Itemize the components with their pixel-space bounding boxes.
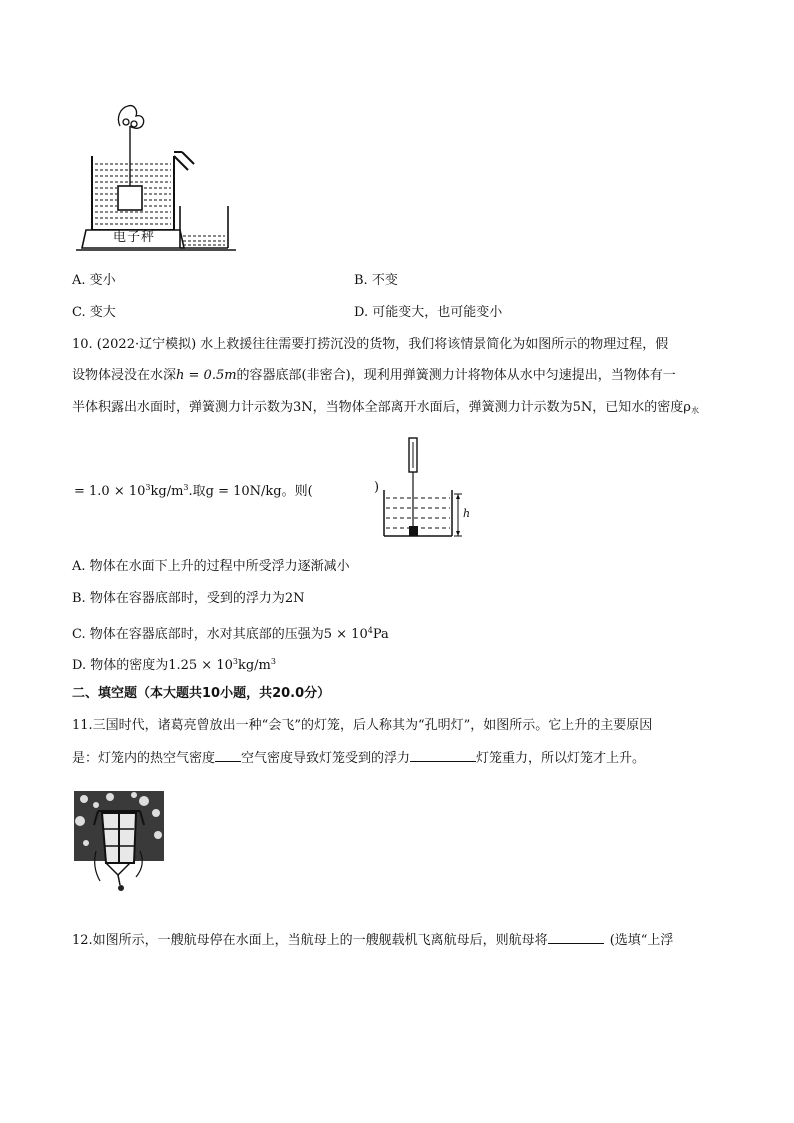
- q11-blank-2[interactable]: [410, 747, 476, 762]
- q9-figure: [76, 98, 236, 258]
- hand-icon: [118, 106, 143, 129]
- q10-line-2-start: 设物体浸没在水深: [72, 368, 177, 383]
- q11-text-c: 灯笼重力，所以灯笼才上升。: [476, 751, 646, 766]
- q11-text-a: 是：灯笼内的热空气密度: [72, 751, 216, 766]
- container-water-diagram: [380, 436, 470, 540]
- q10-option-b: B. 物体在容器底部时，受到的浮力为2N: [72, 591, 305, 606]
- q9-option-a: A. 变小: [72, 273, 116, 288]
- q10-density-exp: 3: [145, 483, 151, 492]
- q10-option-c-exp: 4: [367, 626, 373, 635]
- q10-option-d-unit-exp: 3: [270, 657, 276, 666]
- q12-text-b: (选填“上浮: [609, 933, 674, 948]
- q11-text-b: 空气密度导致灯笼受到的浮力: [241, 751, 411, 766]
- q10-answer-paren-close: ): [374, 480, 380, 495]
- q10-water-subscript: 水: [690, 406, 699, 415]
- q10-option-c-text: C. 物体在容器底部时，水对其底部的压强为5 × 10: [72, 627, 368, 642]
- q12-line-1: [72, 929, 673, 951]
- q10-line-1: 10. (2022·辽宁模拟) 水上救援往往需要打捞沉没的货物，我们将该情景简化为如图所示的物理过程，假: [72, 337, 669, 352]
- q10-option-d-text: D. 物体的密度为1.25 × 10: [72, 658, 233, 673]
- scale-label: 电子秤: [112, 230, 155, 245]
- q10-line-2: [72, 366, 676, 386]
- q12-text-a: 12.如图所示，一艘航母停在水面上，当航母上的一艘舰载机飞离航母后，则航母将: [72, 933, 548, 948]
- q10-line-4: [74, 478, 313, 502]
- q10-option-d: [72, 652, 276, 676]
- q9-option-b: B. 不变: [354, 273, 398, 288]
- q10-option-d-exp: 3: [232, 657, 238, 666]
- q11-blank-1[interactable]: [215, 747, 241, 762]
- q10-density-unit-exp: 3: [183, 483, 189, 492]
- q10-g-value: .取g = 10N/kg。则(: [188, 484, 313, 499]
- section-heading-fill-blank: 二、填空题（本大题共10小题，共20.0分）: [72, 686, 331, 701]
- q10-line-2-end: 的容器底部(非密合)，现利用弹簧测力计将物体从水中匀速提出，当物体有一: [236, 368, 676, 383]
- q10-option-c-unit: Pa: [372, 627, 389, 642]
- q10-option-c: [72, 621, 389, 645]
- q11-line-1: 11.三国时代，诸葛亮曾放出一种“会飞”的灯笼，后人称其为“孔明灯”，如图所示。它上升的主要原因: [72, 718, 653, 733]
- q10-option-d-unit: kg/m: [237, 658, 271, 673]
- q10-option-a: A. 物体在水面下上升的过程中所受浮力逐渐减小: [72, 559, 350, 574]
- q10-density-unit: kg/m: [150, 484, 184, 499]
- q10-line-3-text: 半体积露出水面时，弹簧测力计示数为3N，当物体全部离开水面后，弹簧测力计示数为5N，已知水的密度ρ: [72, 400, 691, 415]
- q10-figure: [380, 436, 470, 540]
- q9-option-d: D. 可能变大，也可能变小: [354, 305, 503, 320]
- kongming-lantern-image: [74, 791, 164, 893]
- q10-figure-h-label: h: [463, 507, 471, 520]
- q10-line-3: [72, 398, 699, 421]
- q11-line-2: [72, 747, 645, 769]
- q10-density-value: = 1.0 × 10: [74, 484, 146, 499]
- q10-depth-value: h = 0.5m: [176, 368, 237, 383]
- q12-blank-1[interactable]: [548, 929, 604, 944]
- q9-option-c: C. 变大: [72, 305, 116, 320]
